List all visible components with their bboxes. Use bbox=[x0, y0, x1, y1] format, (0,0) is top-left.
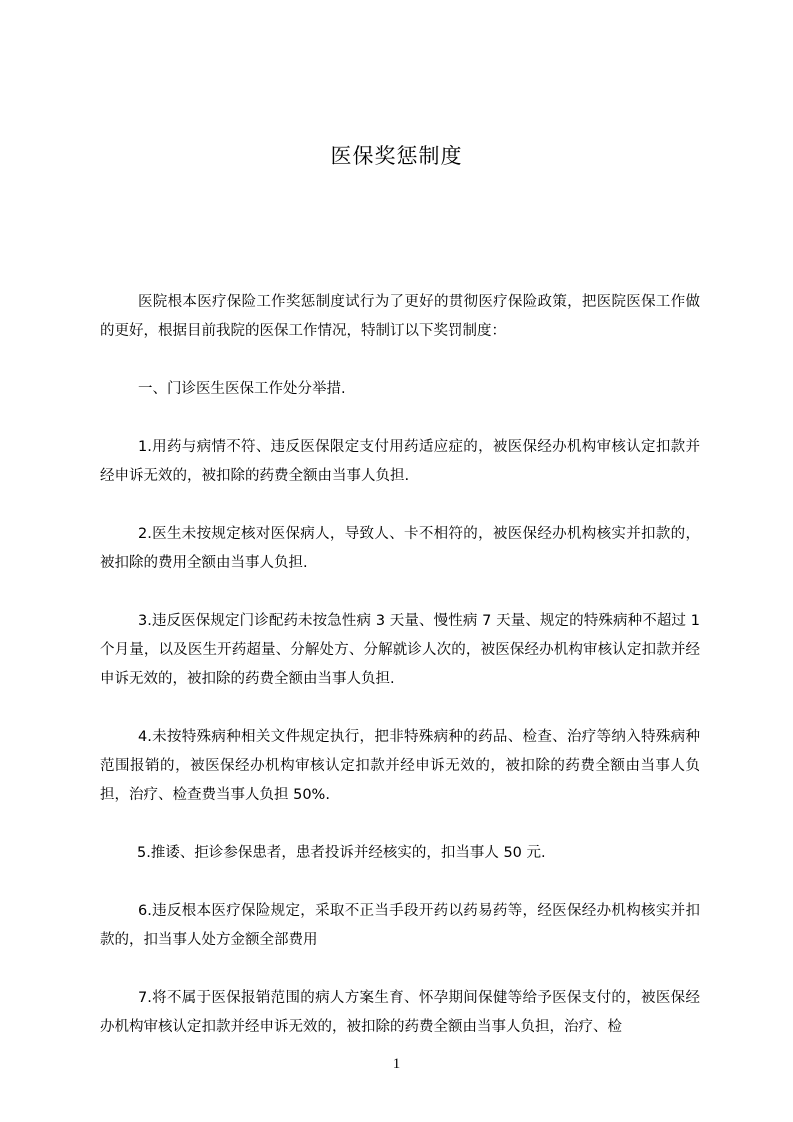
section-heading: 一、门诊医生医保工作处分举措. bbox=[138, 381, 346, 397]
list-item: 7.将不属于医保报销范围的病人方案生育、怀孕期间保健等给予医保支付的，被医保经办机构审核认定扣款并经申诉无效的，被扣除的药费全额由当事人负担，治疗、检 bbox=[100, 990, 700, 1035]
list-item: 3.违反医保规定门诊配药未按急性病 3 天量、慢性病 7 天量、规定的特殊病种不超过 1 个月量，以及医生开药超量、分解处方、分解就诊人次的，被医保经办机构审核认定扣款并经申诉无效的，被扣除的药费全额由当事人负担. bbox=[100, 613, 700, 687]
list-item: 1.用药与病情不符、违反医保限定支付用药适应症的，被医保经办机构审核认定扣款并经申诉无效的，被扣除的药费全额由当事人负担. bbox=[100, 439, 700, 484]
list-item: 6.违反根本医疗保险规定，采取不正当手段开药以药易药等，经医保经办机构核实并扣款的，扣当事人处方金额全部费用 bbox=[100, 903, 700, 948]
list-item: 4.未按特殊病种相关文件规定执行，把非特殊病种的药品、检查、治疗等纳入特殊病种范围报销的，被医保经办机构审核认定扣款并经申诉无效的，被扣除的药费全额由当事人负担，治疗、检查费当事人负担 50%. bbox=[100, 729, 700, 803]
page-number: 1 bbox=[392, 1056, 401, 1072]
intro-paragraph: 医院根本医疗保险工作奖惩制度试行为了更好的贯彻医疗保险政策，把医院医保工作做的更好，根据目前我院的医保工作情况，特制订以下奖罚制度： bbox=[100, 294, 700, 339]
list-item: 2.医生未按规定核对医保病人，导致人、卡不相符的，被医保经办机构核实并扣款的，被扣除的费用全额由当事人负担. bbox=[100, 526, 700, 571]
document-body bbox=[100, 288, 700, 1071]
list-item: 5.推诿、拒诊参保患者，患者投诉并经核实的，扣当事人 50 元. bbox=[137, 845, 546, 861]
document-title: 医保奖惩制度 bbox=[330, 144, 463, 168]
